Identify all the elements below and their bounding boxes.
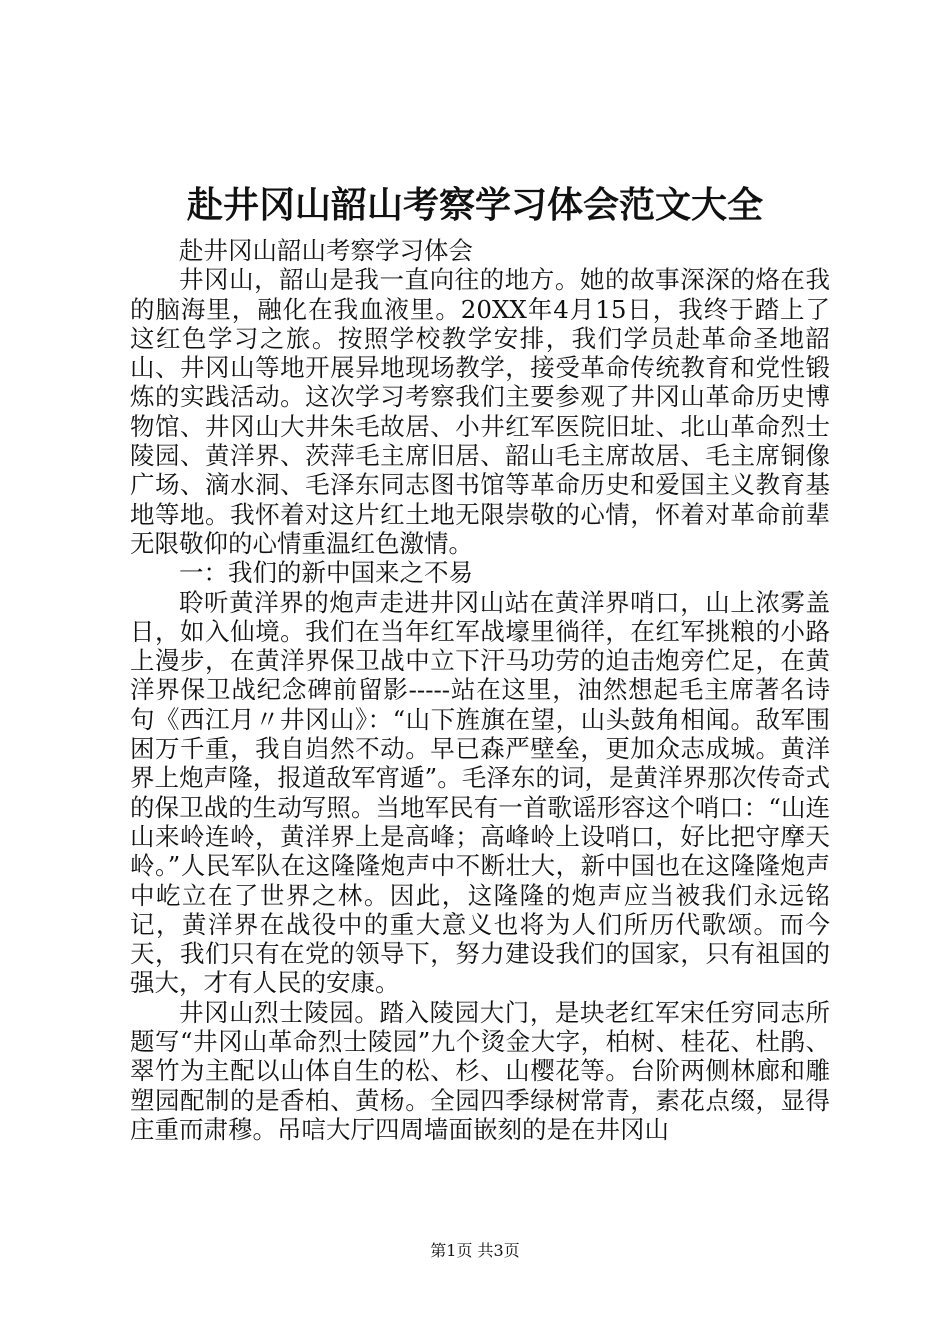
body-paragraph: 井冈山，韶山是我一直向往的地方。她的故事深深的烙在我的脑海里，融化在我血液里。20XX年4月15日，我终于踏上了这红色学习之旅。按照学校教学安排，我们学员赴革命圣地韶山、井冈山等地开展异地现场教学，接受革命传统教育和党性锻炼的实践活动。这次学习考察我们主要参观了井冈山革命历史博物馆、井冈山大井朱毛故居、小井红军医院旧址、北山革命烈士陵园、黄洋界、茨萍毛主席旧居、韶山毛主席故居、毛主席铜像广场、滴水洞、毛泽东同志图书馆等革命历史和爱国主义教育基地等地。我怀着对这片红土地无限崇敬的心情，怀着对革命前辈无限敬仰的心情重温红色激情。 bbox=[130, 265, 830, 558]
subtitle-paragraph: 赴井冈山韶山考察学习体会 bbox=[179, 236, 473, 265]
section-heading: 一：我们的新中国来之不易 bbox=[179, 558, 473, 588]
document-title: 赴井冈山韶山考察学习体会范文大全 bbox=[186, 185, 763, 226]
body-paragraph: 聆听黄洋界的炮声走进井冈山站在黄洋界哨口，山上浓雾盖日，如入仙境。我们在当年红军战壕里徜徉，在红军挑粮的小路上漫步，在黄洋界保卫战中立下汗马功劳的迫击炮旁伫足，在黄洋界保卫战纪念碑前留影-----站在这里，油然想起毛主席著名诗句《西江月〃井冈山》：“山下旌旗在望，山头鼓角相闻。敌军围困万千重，我自岿然不动。早已森严壁垒，更加众志成城。黄洋界上炮声隆，报道敌军宵遁”。毛泽东的词，是黄洋界那次传奇式的保卫战的生动写照。当地军民有一首歌谣形容这个哨口：“山连山来岭连岭，黄洋界上是高峰；高峰岭上设哨口，好比把守摩天岭。”人民军队在这隆隆炮声中不断壮大，新中国也在这隆隆炮声中屹立在了世界之林。因此，这隆隆的炮声应当被我们永远铭记，黄洋界在战役中的重大意义也将为人们所历代歌颂。而今天，我们只有在党的领导下，努力建设我们的国家，只有祖国的强大，才有人民的安康。 bbox=[130, 587, 830, 998]
page-number-footer: 第1页 共3页 bbox=[430, 1241, 520, 1260]
body-paragraph: 井冈山烈士陵园。踏入陵园大门，是块老红军宋任穷同志所题写“井冈山革命烈士陵园”九个烫金大字，柏树、桂花、杜鹃、翠竹为主配以山体自生的松、杉、山樱花等。台阶两侧林廊和雕塑园配制的是香柏、黄杨。全园四季绿树常青，素花点缀，显得庄重而肃穆。吊唁大厅四周墙面嵌刻的是在井冈山 bbox=[130, 997, 830, 1144]
document-body bbox=[130, 236, 830, 1144]
